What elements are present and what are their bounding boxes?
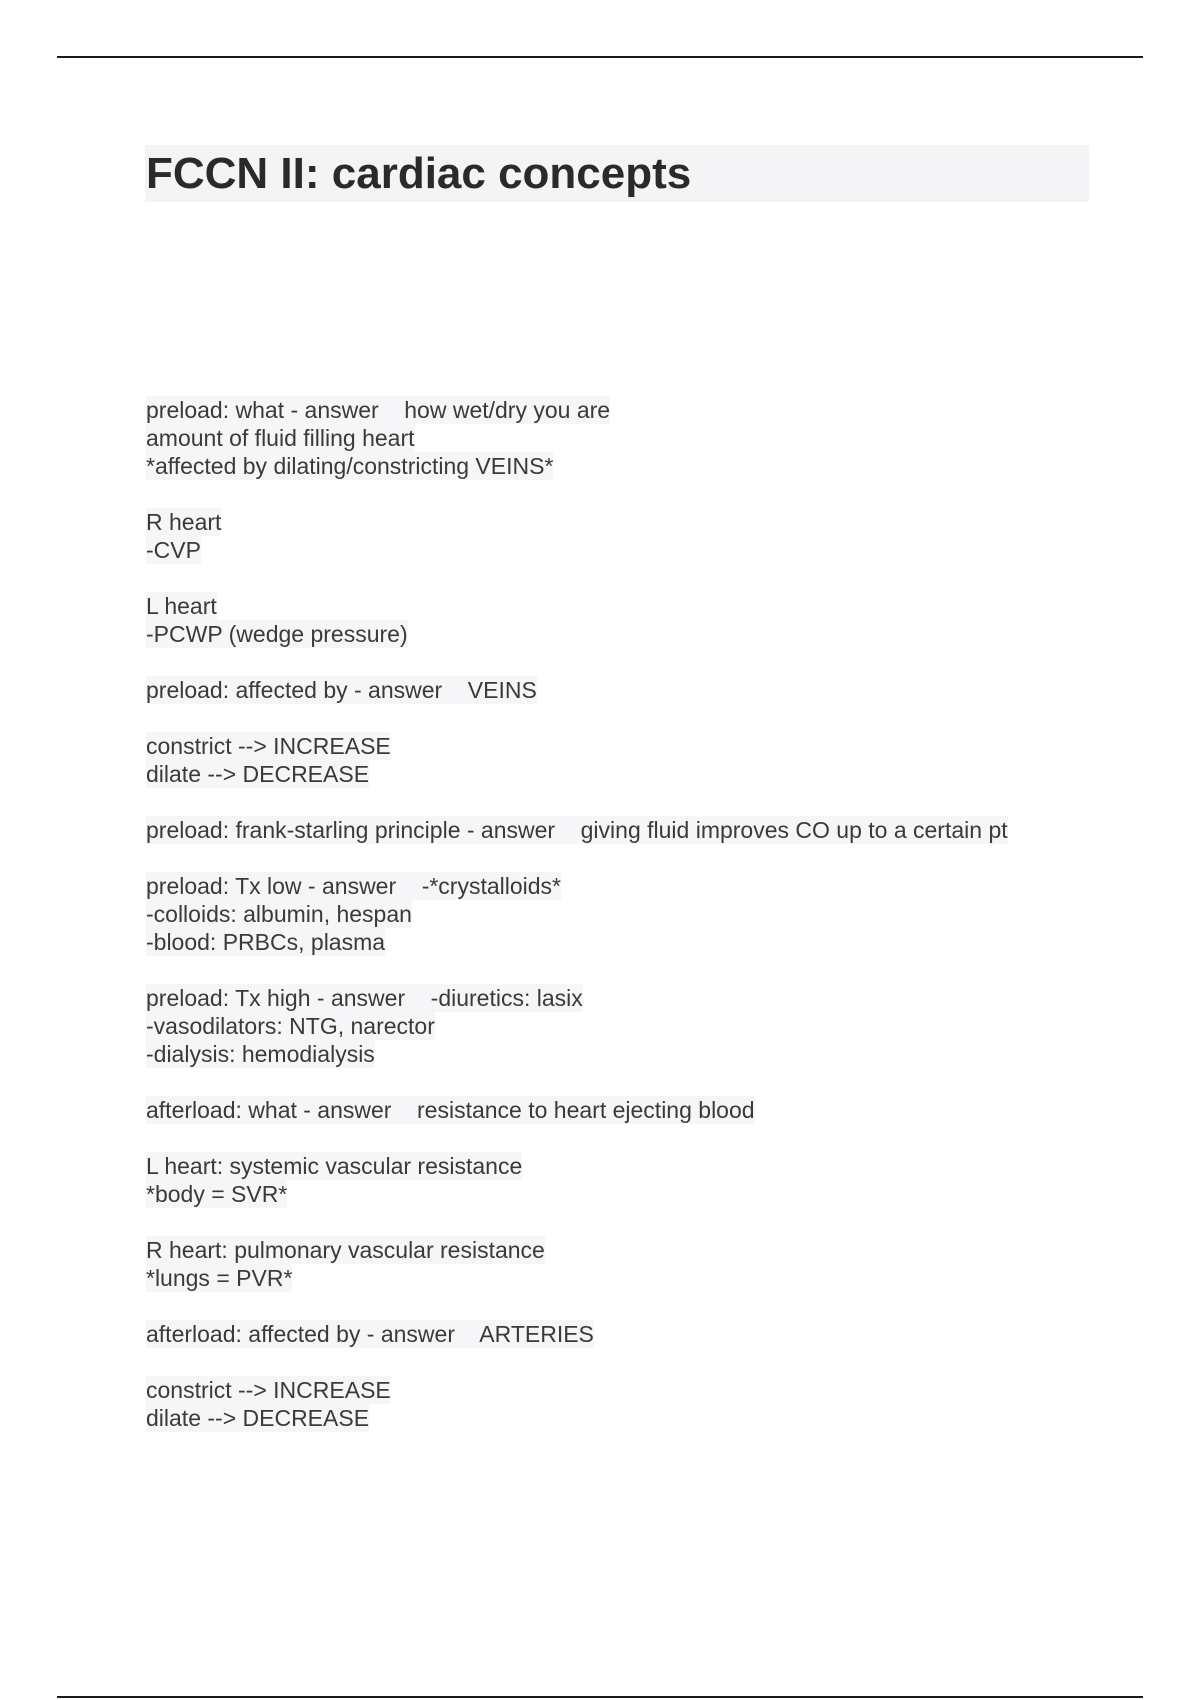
flashcard-answer-line: *lungs = PVR* bbox=[146, 1265, 293, 1291]
flashcard-first-line bbox=[146, 984, 583, 1012]
flashcard-answer: -diuretics: lasix bbox=[430, 985, 583, 1011]
flashcard-answer-line: L heart bbox=[146, 593, 217, 619]
answer-separator bbox=[405, 985, 431, 1011]
flashcard-answer: VEINS bbox=[467, 677, 537, 703]
flashcard-answer-line: -PCWP (wedge pressure) bbox=[146, 621, 408, 647]
flashcard-answer-line: -dialysis: hemodialysis bbox=[146, 1041, 375, 1067]
flashcard-answer-line: -CVP bbox=[146, 537, 201, 563]
flashcard-first-line bbox=[146, 676, 537, 704]
flashcard-answer-line: *body = SVR* bbox=[146, 1181, 288, 1207]
page-title: FCCN II: cardiac concepts bbox=[146, 149, 692, 198]
blank-line bbox=[146, 1208, 1106, 1236]
answer-separator bbox=[391, 1097, 417, 1123]
flashcard bbox=[146, 1096, 1106, 1292]
flashcard bbox=[146, 984, 1106, 1068]
flashcard-answer-line: R heart bbox=[146, 509, 222, 535]
bottom-rule bbox=[57, 1696, 1143, 1698]
flashcard-answer: giving fluid improves CO up to a certain pt bbox=[580, 817, 1008, 843]
flashcard-answer: how wet/dry you are bbox=[404, 397, 611, 423]
answer-separator bbox=[455, 1321, 479, 1347]
flashcard-answer: resistance to heart ejecting blood bbox=[417, 1097, 755, 1123]
flashcard-answer-line: L heart: systemic vascular resistance bbox=[146, 1153, 523, 1179]
flashcard-answer-line: amount of fluid filling heart bbox=[146, 425, 415, 451]
flashcard-question: preload: Tx low - answer bbox=[146, 873, 397, 899]
blank-line bbox=[146, 480, 1106, 508]
flashcard-answer-line: dilate --> DECREASE bbox=[146, 1405, 370, 1431]
blank-line bbox=[146, 1348, 1106, 1376]
flashcard-question: afterload: what - answer bbox=[146, 1097, 392, 1123]
flashcard-first-line bbox=[146, 872, 561, 900]
blank-line bbox=[146, 704, 1106, 732]
flashcard bbox=[146, 676, 1106, 788]
blank-line bbox=[146, 564, 1106, 592]
flashcard-answer-line: -colloids: albumin, hespan bbox=[146, 901, 412, 927]
flashcard bbox=[146, 872, 1106, 956]
flashcard-answer-line: constrict --> INCREASE bbox=[146, 1377, 391, 1403]
flashcard-first-line bbox=[146, 816, 1008, 844]
answer-separator bbox=[555, 817, 581, 843]
flashcard bbox=[146, 1320, 1106, 1432]
flashcard-answer-line: *affected by dilating/constricting VEINS* bbox=[146, 453, 554, 479]
flashcard-question: preload: Tx high - answer bbox=[146, 985, 406, 1011]
answer-separator bbox=[442, 677, 468, 703]
flashcard-answer-line: -vasodilators: NTG, narector bbox=[146, 1013, 435, 1039]
flashcard-question: afterload: affected by - answer bbox=[146, 1321, 455, 1347]
flashcard-answer-line: constrict --> INCREASE bbox=[146, 733, 391, 759]
flashcard-answer: ARTERIES bbox=[479, 1321, 594, 1347]
top-rule bbox=[57, 56, 1143, 58]
flashcard-first-line bbox=[146, 1096, 755, 1124]
blank-line bbox=[146, 1124, 1106, 1152]
flashcard-list bbox=[146, 396, 1106, 1460]
flashcard-answer-line: -blood: PRBCs, plasma bbox=[146, 929, 386, 955]
flashcard bbox=[146, 816, 1106, 844]
flashcard bbox=[146, 396, 1106, 648]
flashcard-question: preload: what - answer bbox=[146, 397, 379, 423]
answer-separator bbox=[396, 873, 422, 899]
answer-separator bbox=[379, 397, 405, 423]
flashcard-answer-line: R heart: pulmonary vascular resistance bbox=[146, 1237, 545, 1263]
flashcard-first-line bbox=[146, 396, 610, 424]
flashcard-question: preload: frank-starling principle - answer bbox=[146, 817, 556, 843]
flashcard-question: preload: affected by - answer bbox=[146, 677, 443, 703]
flashcard-answer-line: dilate --> DECREASE bbox=[146, 761, 370, 787]
flashcard-answer: -*crystalloids* bbox=[421, 873, 562, 899]
flashcard-first-line bbox=[146, 1320, 594, 1348]
